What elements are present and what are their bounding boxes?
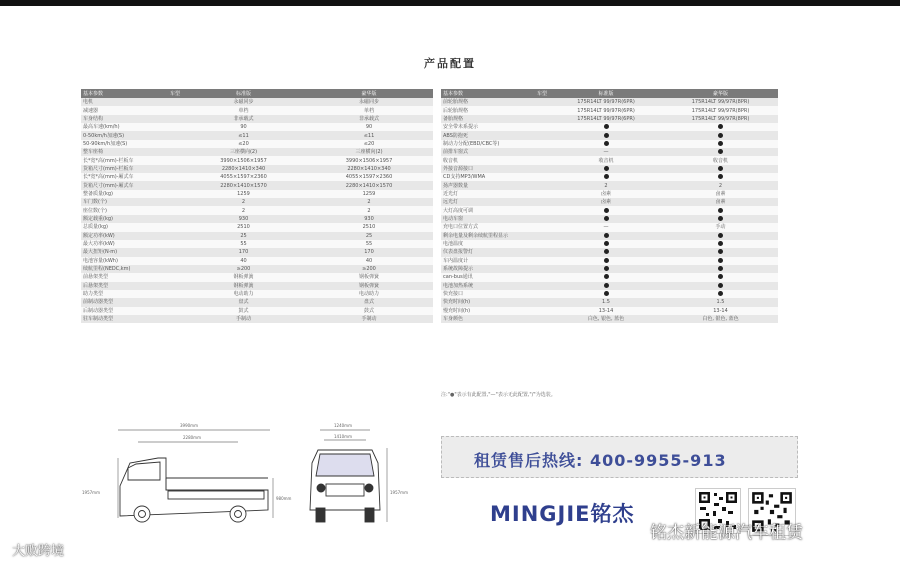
- truck-side-view: [118, 430, 273, 522]
- watermark-right: 铭杰新能源汽车租赁: [650, 523, 803, 543]
- row-value: [663, 173, 778, 181]
- row-value: 1259: [305, 190, 433, 198]
- table-row: [81, 282, 433, 290]
- row-value: [663, 265, 778, 273]
- row-value: 永磁同步: [305, 98, 433, 106]
- table-row: [81, 148, 433, 156]
- row-value: 1259: [182, 190, 305, 198]
- table-row: [81, 315, 433, 323]
- table-header: [81, 89, 433, 98]
- table-row: [81, 156, 433, 164]
- row-value: 手制动: [305, 315, 433, 323]
- row-value: 175R14LT 99/97R(6PR): [549, 106, 663, 114]
- row-label: 额定功率(kW): [81, 232, 182, 240]
- table-row: [441, 198, 778, 206]
- row-value: ≤11: [182, 131, 305, 139]
- row-label: 后轮胎规格: [441, 106, 549, 114]
- truck-dimension-diagram: [80, 418, 420, 533]
- table-row: [441, 123, 778, 131]
- dot-icon: [604, 249, 609, 254]
- row-value: [663, 206, 778, 214]
- row-value: 170: [305, 248, 433, 256]
- table-row: [441, 106, 778, 114]
- dot-icon: [718, 249, 723, 254]
- row-value: [549, 140, 663, 148]
- dot-icon: [604, 133, 609, 138]
- row-value: 收音机: [663, 156, 778, 164]
- top-bar: [0, 0, 900, 6]
- row-value: 钢板弹簧: [182, 282, 305, 290]
- dot-icon: [604, 241, 609, 246]
- row-value: 930: [305, 215, 433, 223]
- row-label: 总质量(kg): [81, 223, 182, 231]
- dim-height-left: 1957mm: [82, 490, 100, 495]
- row-value: 2: [182, 206, 305, 214]
- table-row: [441, 165, 778, 173]
- row-label: CD支持MP3/WMA: [441, 173, 549, 181]
- truck-front-view: [310, 430, 387, 522]
- row-value: 卤素: [549, 190, 663, 198]
- row-label: 最大扭矩(N·m): [81, 248, 182, 256]
- row-value: 鼓式: [305, 307, 433, 315]
- row-value: [663, 257, 778, 265]
- row-value: 电动助力: [305, 290, 433, 298]
- header-cell: 豪华版: [305, 89, 433, 98]
- table-row: [81, 257, 433, 265]
- row-value: 鼓式: [182, 307, 305, 315]
- dot-icon: [604, 258, 609, 263]
- dot-icon: [718, 233, 723, 238]
- row-label: ABS防抱死: [441, 131, 549, 139]
- row-value: 2: [305, 206, 433, 214]
- row-value: 1.5: [663, 298, 778, 306]
- dot-icon: [604, 283, 609, 288]
- row-label: 额定载重(kg): [81, 215, 182, 223]
- row-value: [663, 148, 778, 156]
- row-value: [663, 290, 778, 298]
- row-value: 175R14LT 99/97R(8PR): [663, 106, 778, 114]
- table-row: [81, 190, 433, 198]
- table-row: [441, 98, 778, 106]
- row-label: 车身结构: [81, 115, 182, 123]
- row-value: 2280×1410×1570: [182, 181, 305, 189]
- row-value: 13-14: [663, 307, 778, 315]
- brand-logo: MINGJIE铭杰: [490, 502, 635, 526]
- row-value: 白色, 银色, 蓝色: [549, 315, 663, 323]
- row-value: 卤素: [663, 198, 778, 206]
- row-value: 1.5: [549, 298, 663, 306]
- row-value: [663, 215, 778, 223]
- table-row: [81, 240, 433, 248]
- row-value: [663, 123, 778, 131]
- row-label: 减速器: [81, 106, 182, 114]
- row-value: 非承载式: [305, 115, 433, 123]
- row-value: [663, 131, 778, 139]
- row-value: 卤素: [663, 190, 778, 198]
- row-label: 车身颜色: [441, 315, 549, 323]
- dot-icon: [718, 141, 723, 146]
- row-value: [549, 165, 663, 173]
- row-value: 2280×1410×340: [182, 165, 305, 173]
- table-row: [441, 240, 778, 248]
- dot-icon: [718, 149, 723, 154]
- row-value: 非承载式: [182, 115, 305, 123]
- row-label: 电池温度: [441, 240, 549, 248]
- row-label: 大灯高度可调: [441, 206, 549, 214]
- row-value: 白色, 银色, 蓝色: [663, 315, 778, 323]
- table-row: [81, 265, 433, 273]
- row-label: 后制动器类型: [81, 307, 182, 315]
- row-value: [549, 248, 663, 256]
- row-label: 前排车窗式: [441, 148, 549, 156]
- dot-icon: [718, 266, 723, 271]
- row-label: 前悬架类型: [81, 273, 182, 281]
- row-value: 三座横向(2): [182, 148, 305, 156]
- row-label: 仪表盘报警灯: [441, 248, 549, 256]
- header-cell: 车型: [519, 89, 549, 98]
- row-value: [549, 173, 663, 181]
- row-value: 90: [182, 123, 305, 131]
- dim-wheelbase: 2280mm: [183, 435, 201, 440]
- row-value: 25: [182, 232, 305, 240]
- row-value: [549, 265, 663, 273]
- row-value: 手制动: [182, 315, 305, 323]
- row-label: 驻车制动类型: [81, 315, 182, 323]
- row-label: 快充接口: [441, 290, 549, 298]
- row-value: 卤素: [549, 198, 663, 206]
- table-row: [441, 307, 778, 315]
- table-row: [441, 206, 778, 214]
- dot-icon: [718, 216, 723, 221]
- row-label: 助力类型: [81, 290, 182, 298]
- table-row: [81, 181, 433, 189]
- table-row: [81, 298, 433, 306]
- row-value: [663, 240, 778, 248]
- table-row: [441, 173, 778, 181]
- table-row: [441, 257, 778, 265]
- row-value: 4055×1597×2360: [305, 173, 433, 181]
- table-row: [81, 307, 433, 315]
- dot-icon: [718, 258, 723, 263]
- table-row: [441, 131, 778, 139]
- table-row: [81, 223, 433, 231]
- dim-top-length: 3990mm: [180, 423, 198, 428]
- row-value: —: [549, 223, 663, 231]
- row-label: 远光灯: [441, 198, 549, 206]
- table-row: [441, 315, 778, 323]
- header-cell: 标准版: [549, 89, 663, 98]
- row-label: 续航里程(NEDC,km): [81, 265, 182, 273]
- table-row: [441, 190, 778, 198]
- dot-icon: [604, 141, 609, 146]
- row-value: 盘式: [305, 298, 433, 306]
- table-row: [441, 223, 778, 231]
- row-label: 慢充时间(h): [441, 307, 549, 315]
- dot-icon: [718, 283, 723, 288]
- row-value: ≤20: [182, 140, 305, 148]
- row-value: 盘式: [182, 298, 305, 306]
- table-row: [441, 140, 778, 148]
- row-value: 3990×1506×1957: [305, 156, 433, 164]
- dot-icon: [604, 274, 609, 279]
- row-value: 钢板弹簧: [182, 273, 305, 281]
- row-label: 近光灯: [441, 190, 549, 198]
- dim-height-right: 1957mm: [390, 490, 408, 495]
- table-row: [81, 232, 433, 240]
- row-label: 扬声器数量: [441, 181, 549, 189]
- row-value: 175R14LT 99/97R(6PR): [549, 98, 663, 106]
- table-row: [81, 290, 433, 298]
- dot-icon: [718, 133, 723, 138]
- header-cell: 豪华版: [663, 89, 778, 98]
- row-label: 制动力分配(EBD/CBC等): [441, 140, 549, 148]
- row-label: 前制动器类型: [81, 298, 182, 306]
- row-label: 车内温度计: [441, 257, 549, 265]
- dot-icon: [718, 291, 723, 296]
- table-row: [441, 282, 778, 290]
- header-cell: 标准版: [182, 89, 305, 98]
- table-row: [441, 232, 778, 240]
- row-value: [663, 232, 778, 240]
- dot-icon: [604, 166, 609, 171]
- table-row: [441, 115, 778, 123]
- dot-icon: [718, 274, 723, 279]
- dot-icon: [604, 208, 609, 213]
- row-value: 2280×1410×340: [305, 165, 433, 173]
- legend-note: 注:"●"表示有此配置,"—"表示无此配置,"/"为选装。: [441, 392, 556, 398]
- table-row: [81, 273, 433, 281]
- row-value: 90: [305, 123, 433, 131]
- row-value: 25: [305, 232, 433, 240]
- dot-icon: [718, 208, 723, 213]
- row-label: 最高车速(km/h): [81, 123, 182, 131]
- table-row: [81, 206, 433, 214]
- row-value: [663, 140, 778, 148]
- row-value: 40: [305, 257, 433, 265]
- row-label: 50-90km/h加速(S): [81, 140, 182, 148]
- row-value: 单档: [305, 106, 433, 114]
- row-value: [549, 282, 663, 290]
- table-row: [441, 298, 778, 306]
- row-value: [549, 240, 663, 248]
- table-header: [441, 89, 778, 98]
- row-value: [663, 273, 778, 281]
- row-value: ≤20: [305, 140, 433, 148]
- row-value: [549, 215, 663, 223]
- dot-icon: [604, 216, 609, 221]
- row-value: [549, 257, 663, 265]
- table-row: [81, 131, 433, 139]
- dot-icon: [604, 124, 609, 129]
- header-cell: 车型: [151, 89, 182, 98]
- row-label: 备胎规格: [441, 115, 549, 123]
- row-value: 2: [182, 198, 305, 206]
- row-value: 2: [305, 198, 433, 206]
- row-value: 40: [182, 257, 305, 265]
- dot-icon: [718, 241, 723, 246]
- row-label: 座位数(个): [81, 206, 182, 214]
- row-label: 前轮胎规格: [441, 98, 549, 106]
- row-value: 55: [182, 240, 305, 248]
- row-value: —: [549, 148, 663, 156]
- row-label: 充电口位置方式: [441, 223, 549, 231]
- row-label: 电机: [81, 98, 182, 106]
- row-value: 永磁同步: [182, 98, 305, 106]
- row-value: ≥200: [182, 265, 305, 273]
- table-row: [441, 215, 778, 223]
- dim-cargo-height: 980mm: [276, 496, 292, 501]
- row-value: 175R14LT 99/97R(8PR): [663, 98, 778, 106]
- row-label: 长*宽*高(mm)-栏板车: [81, 156, 182, 164]
- dot-icon: [604, 174, 609, 179]
- row-value: ≥200: [305, 265, 433, 273]
- table-row: [441, 273, 778, 281]
- row-value: 4055×1597×2360: [182, 173, 305, 181]
- row-value: 2510: [182, 223, 305, 231]
- dot-icon: [718, 166, 723, 171]
- table-row: [81, 165, 433, 173]
- row-label: 安全带未系提示: [441, 123, 549, 131]
- row-value: [663, 165, 778, 173]
- row-value: 55: [305, 240, 433, 248]
- row-label: 电动车窗: [441, 215, 549, 223]
- row-value: 收音机: [549, 156, 663, 164]
- row-value: 2: [549, 181, 663, 189]
- table-row: [81, 173, 433, 181]
- row-label: 最大功率(kW): [81, 240, 182, 248]
- row-value: ≤11: [305, 131, 433, 139]
- row-value: 175R14LT 99/97R(6PR): [549, 115, 663, 123]
- row-label: 后悬架类型: [81, 282, 182, 290]
- row-value: 170: [182, 248, 305, 256]
- row-value: 三座横向(2): [305, 148, 433, 156]
- table-row: [441, 265, 778, 273]
- table-row: [441, 290, 778, 298]
- row-label: 整备质量(kg): [81, 190, 182, 198]
- row-label: 整车座椅: [81, 148, 182, 156]
- row-value: 3990×1506×1957: [182, 156, 305, 164]
- row-value: 175R14LT 99/97R(8PR): [663, 115, 778, 123]
- row-value: [549, 273, 663, 281]
- row-value: [663, 282, 778, 290]
- row-value: 13-14: [549, 307, 663, 315]
- row-label: can-bus通讯: [441, 273, 549, 281]
- table-row: [441, 156, 778, 164]
- table-row: [81, 98, 433, 106]
- table-row: [81, 123, 433, 131]
- row-value: [549, 232, 663, 240]
- row-value: 930: [182, 215, 305, 223]
- row-value: 2: [663, 181, 778, 189]
- row-label: 货箱尺寸(mm)-厢式车: [81, 181, 182, 189]
- row-value: 2510: [305, 223, 433, 231]
- row-label: 车门数(个): [81, 198, 182, 206]
- dot-icon: [604, 233, 609, 238]
- header-cell: 基本参数: [81, 89, 151, 98]
- page-title: 产品配置: [424, 57, 476, 70]
- table-row: [441, 181, 778, 189]
- table-row: [81, 198, 433, 206]
- hotline-text: 租赁售后热线: 400-9955-913: [474, 451, 727, 470]
- row-label: 长*宽*高(mm)-厢式车: [81, 173, 182, 181]
- row-value: 2280×1410×1570: [305, 181, 433, 189]
- table-row: [81, 140, 433, 148]
- row-value: 手动: [663, 223, 778, 231]
- dim-track-width: 1410mm: [334, 434, 352, 439]
- row-label: 收音机: [441, 156, 549, 164]
- row-value: [549, 206, 663, 214]
- row-value: 钢板弹簧: [305, 282, 433, 290]
- row-label: 快充时间(h): [441, 298, 549, 306]
- row-value: 电动助力: [182, 290, 305, 298]
- dot-icon: [718, 174, 723, 179]
- row-value: 单档: [182, 106, 305, 114]
- dot-icon: [718, 124, 723, 129]
- row-value: [549, 123, 663, 131]
- spec-table-right: [441, 89, 778, 323]
- spec-table-left: [81, 89, 433, 323]
- table-row: [81, 115, 433, 123]
- row-value: 钢板弹簧: [305, 273, 433, 281]
- watermark-left: 大败跨境: [12, 544, 65, 559]
- dim-top-width: 1240mm: [334, 423, 352, 428]
- table-row: [81, 215, 433, 223]
- row-label: 货箱尺寸(mm)-栏板车: [81, 165, 182, 173]
- table-row: [441, 148, 778, 156]
- row-value: [549, 290, 663, 298]
- row-label: 系统故障提示: [441, 265, 549, 273]
- dot-icon: [604, 291, 609, 296]
- row-label: 剩余电量及剩余续航里程显示: [441, 232, 549, 240]
- row-value: [549, 131, 663, 139]
- dot-icon: [604, 266, 609, 271]
- header-cell: 基本参数: [441, 89, 519, 98]
- row-label: 电池容量(kWh): [81, 257, 182, 265]
- table-row: [81, 106, 433, 114]
- row-label: 0-50km/h加速(S): [81, 131, 182, 139]
- table-row: [81, 248, 433, 256]
- row-label: 电池加热系统: [441, 282, 549, 290]
- row-label: 外接音源接口: [441, 165, 549, 173]
- table-row: [441, 248, 778, 256]
- row-value: [663, 248, 778, 256]
